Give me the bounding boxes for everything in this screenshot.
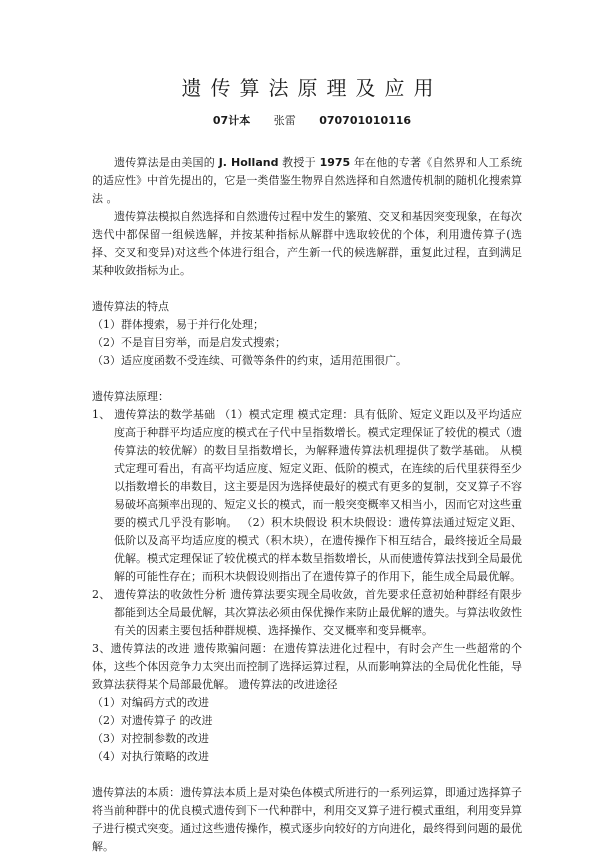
author-id: 070701010116: [319, 114, 412, 127]
conclusion-paragraph: 遗传算法的本质：遗传算法本质上是对染色体模式所进行的一系列运算，即通过选择算子将当前种群中的优良模式遗传到下一代种群中，利用交叉算子进行模式重组，利用变异算子进行模式突变。通过这些遗传操作，模式逐步向较好的方向进化，最终得到问题的最优解。: [92, 786, 522, 853]
feature-item: （1）群体搜索，易于并行化处理；: [92, 318, 264, 331]
principle-convergence: 2、 遗传算法的收敛性分析 遗传算法要实现全局收敛，首先要求任意初始种群经有限步都能到达全局最优解，其次算法必须由保优操作来防止最优解的遗失。与算法收敛性有关的因素主要包括种群规模、选择操作、交叉概率和变异概率。: [92, 588, 522, 637]
intro-paragraph-1: 遗传算法是由美国的 J. Holland 教授于 1975 年在他的专著《自然界和人工系统的适应性》中首先提出的，它是一类借鉴生物界自然选择和自然遗传机制的随机化搜索算法 。: [92, 156, 523, 205]
improvement-item: （2）对遗传算子 的改进: [92, 714, 213, 727]
holland-name: J. Holland: [218, 156, 279, 169]
principle-improvement: 3、遗传算法的改进 遗传欺骗问题：在遗传算法进化过程中，有时会产生一些超常的个体，这些个体因竞争力太突出而控制了选择运算过程，从而影响算法的全局优化性能，导致算法获得某个局部最优解。 遗传算法的改进途径: [92, 642, 522, 691]
year: 1975: [319, 156, 351, 169]
principles-heading: 遗传算法原理：: [92, 390, 169, 403]
improvement-item: （1）对编码方式的改进: [92, 696, 209, 709]
feature-item: （3）适应度函数不受连续、可微等条件的约束，适用范围很广。: [92, 354, 407, 367]
feature-item: （2）不是盲目穷举，而是启发式搜索；: [92, 336, 286, 349]
improvement-item: （3）对控制参数的改进: [92, 732, 209, 745]
features-heading: 遗传算法的特点: [92, 300, 169, 313]
page-title: 遗传算法原理及应用: [181, 76, 443, 100]
author-line: [102, 112, 522, 130]
intro-paragraph-2: 遗传算法模拟自然选择和自然遗传过程中发生的繁殖、交叉和基因突变现象，在每次迭代中都保留一组候选解，并按某种指标从解群中选取较优的个体，利用遗传算子(选择、交叉和变异)对这些个体进行组合，产生新一代的候选解群，重复此过程，直到满足某种收敛指标为止。: [92, 210, 522, 277]
author-name: 张雷: [273, 114, 296, 127]
improvement-item: （4）对执行策略的改进: [92, 750, 209, 763]
author-class: 07计本: [212, 114, 251, 127]
principle-math-basis: 1、 遗传算法的数学基础 （1）模式定理 模式定理：具有低阶、短定义距以及平均适应度高于种群平均适应度的模式在子代中呈指数增长。模式定理保证了较优的模式（遗传算法的较优解）的数目呈指数增长，为解释遗传算法机理提供了数学基础。 从模式定理可看出，有高平均适应度、短定义距、低阶的模式，在连续的后代里获得至少以指数增长的串数目，这主要是因为选择使最好的模式有更多的复制，交叉算子不容易破坏高频率出现的、短定义长的模式，而一般突变概率又相当小，因而它对这些重要的模式几乎没有影响。 （2）积木块假设 积木块假设：遗传算法通过短定义距、低阶以及高平均适应度的模式（积木块），在遗传操作下相互结合，最终接近全局最优解。模式定理保证了较优模式的样本数呈指数增长，从而使遗传算法找到全局最优解的可能性存在；而积木块假设则指出了在遗传算子的作用下，能生成全局最优解。: [92, 408, 522, 583]
